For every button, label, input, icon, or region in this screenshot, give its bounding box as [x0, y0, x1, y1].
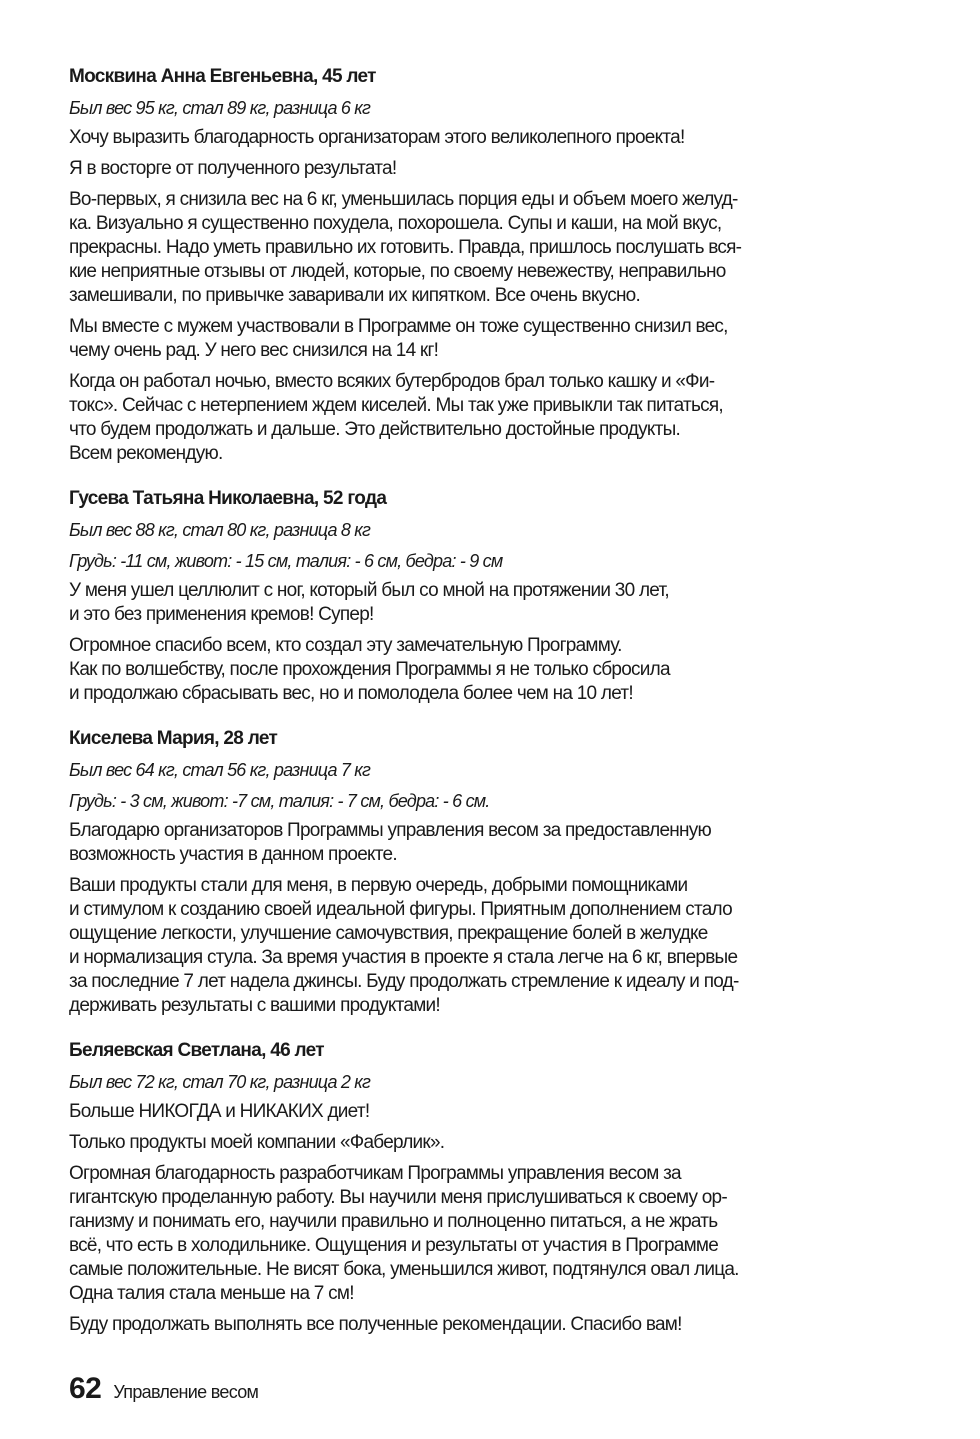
text-line: Всем рекомендую.: [69, 443, 223, 464]
text-line: замешивали, по привычке заваривали их кипятком. Все очень вкусно.: [69, 285, 641, 306]
text-line: возможность участия в данном проекте.: [69, 844, 397, 865]
testimonial-paragraph: [69, 1313, 869, 1337]
testimonial-measurements: Грудь: - 3 см, живот: -7 см, талия: - 7 см, бедра: - 6 см.: [69, 791, 490, 811]
testimonial-paragraph: [69, 1100, 869, 1124]
testimonial-measurements: Грудь: -11 см, живот: - 15 см, талия: - 6 см, бедра: - 9 см: [69, 551, 503, 571]
testimonial-paragraph: [69, 370, 869, 466]
running-title: Управление весом: [113, 1382, 259, 1402]
testimonial-paragraph: [69, 1131, 869, 1155]
text-line: Больше НИКОГДА и НИКАКИХ диет!: [69, 1101, 370, 1122]
text-line: держивать результаты с вашими продуктами!: [69, 995, 440, 1016]
text-line: Мы вместе с мужем участвовали в Программе он тоже существенно снизил вес,: [69, 316, 728, 337]
testimonial-paragraph: [69, 874, 869, 1018]
testimonial-author: Москвина Анна Евгеньевна, 45 лет: [69, 66, 376, 87]
testimonial-author: Беляевская Светлана, 46 лет: [69, 1040, 324, 1061]
testimonial: [69, 726, 869, 1018]
text-line: что будем продолжать и дальше. Это действительно достойные продукты.: [69, 419, 681, 440]
testimonial-paragraph: [69, 157, 869, 181]
text-line: Я в восторге от полученного результата!: [69, 158, 397, 179]
text-line: прекрасны. Надо уметь правильно их готовить. Правда, пришлось послушать вся-: [69, 237, 742, 258]
text-line: гигантскую проделанную работу. Вы научили меня прислушиваться к своему ор-: [69, 1187, 727, 1208]
testimonial-paragraph: [69, 188, 869, 308]
text-line: Буду продолжать выполнять все полученные рекомендации. Спасибо вам!: [69, 1314, 682, 1335]
text-line: Когда он работал ночью, вместо всяких бутербродов брал только кашку и «Фи-: [69, 371, 715, 392]
text-line: ганизму и понимать его, научили правильно и полноценно питаться, а не жрать: [69, 1211, 718, 1232]
text-line: Огромная благодарность разработчикам Программы управления весом за: [69, 1163, 681, 1184]
text-line: У меня ушел целлюлит с ног, который был со мной на протяжении 30 лет,: [69, 580, 669, 601]
testimonial-author: Гусева Татьяна Николаевна, 52 года: [69, 488, 387, 509]
testimonial: [69, 1038, 869, 1337]
testimonial-paragraph: [69, 819, 869, 867]
testimonial: [69, 64, 869, 466]
text-line: и стимулом к созданию своей идеальной фигуры. Приятным дополнением стало: [69, 899, 732, 920]
text-line: Огромное спасибо всем, кто создал эту замечательную Программу.: [69, 635, 622, 656]
text-line: Благодарю организаторов Программы управления весом за предоставленную: [69, 820, 712, 841]
page-footer: [69, 1372, 258, 1406]
testimonial-paragraph: [69, 634, 869, 706]
text-line: самые положительные. Не висят бока, уменьшился живот, подтянулся овал лица.: [69, 1259, 739, 1280]
testimonial-paragraph: [69, 315, 869, 363]
text-line: всё, что есть в холодильнике. Ощущения и результаты от участия в Программе: [69, 1235, 719, 1256]
testimonials-content: [69, 64, 869, 1357]
text-line: чему очень рад. У него вес снизился на 14 кг!: [69, 340, 439, 361]
text-line: и нормализация стула. За время участия в проекте я стала легче на 6 кг, впервые: [69, 947, 738, 968]
text-line: Ваши продукты стали для меня, в первую очередь, добрыми помощниками: [69, 875, 688, 896]
text-line: Только продукты моей компании «Фаберлик».: [69, 1132, 445, 1153]
text-line: и это без применения кремов! Супер!: [69, 604, 374, 625]
testimonial-measurements: Был вес 88 кг, стал 80 кг, разница 8 кг: [69, 520, 371, 540]
text-line: Хочу выразить благодарность организаторам этого великолепного проекта!: [69, 127, 685, 148]
text-line: и продолжаю сбрасывать вес, но и помолодела более чем на 10 лет!: [69, 683, 633, 704]
page-number: 62: [69, 1372, 102, 1405]
text-line: Во-первых, я снизила вес на 6 кг, уменьшилась порция еды и объем моего желуд-: [69, 189, 738, 210]
testimonial-paragraph: [69, 579, 869, 627]
text-line: ощущение легкости, улучшение самочувствия, прекращение болей в желудке: [69, 923, 708, 944]
text-line: ка. Визуально я существенно похудела, похорошела. Супы и каши, на мой вкус,: [69, 213, 722, 234]
testimonial-paragraph: [69, 126, 869, 150]
testimonial-paragraph: [69, 1162, 869, 1306]
testimonial-author: Киселева Мария, 28 лет: [69, 728, 278, 749]
testimonial-measurements: Был вес 72 кг, стал 70 кг, разница 2 кг: [69, 1072, 371, 1092]
text-line: Как по волшебству, после прохождения Программы я не только сбросила: [69, 659, 670, 680]
testimonial-measurements: Был вес 64 кг, стал 56 кг, разница 7 кг: [69, 760, 371, 780]
text-line: Одна талия стала меньше на 7 см!: [69, 1283, 354, 1304]
text-line: кие неприятные отзывы от людей, которые, по своему невежеству, неправильно: [69, 261, 726, 282]
testimonial-measurements: Был вес 95 кг, стал 89 кг, разница 6 кг: [69, 98, 371, 118]
text-line: токс». Сейчас с нетерпением ждем киселей. Мы так уже привыкли так питаться,: [69, 395, 723, 416]
testimonial: [69, 486, 869, 706]
text-line: за последние 7 лет надела джинсы. Буду продолжать стремление к идеалу и под-: [69, 971, 739, 992]
